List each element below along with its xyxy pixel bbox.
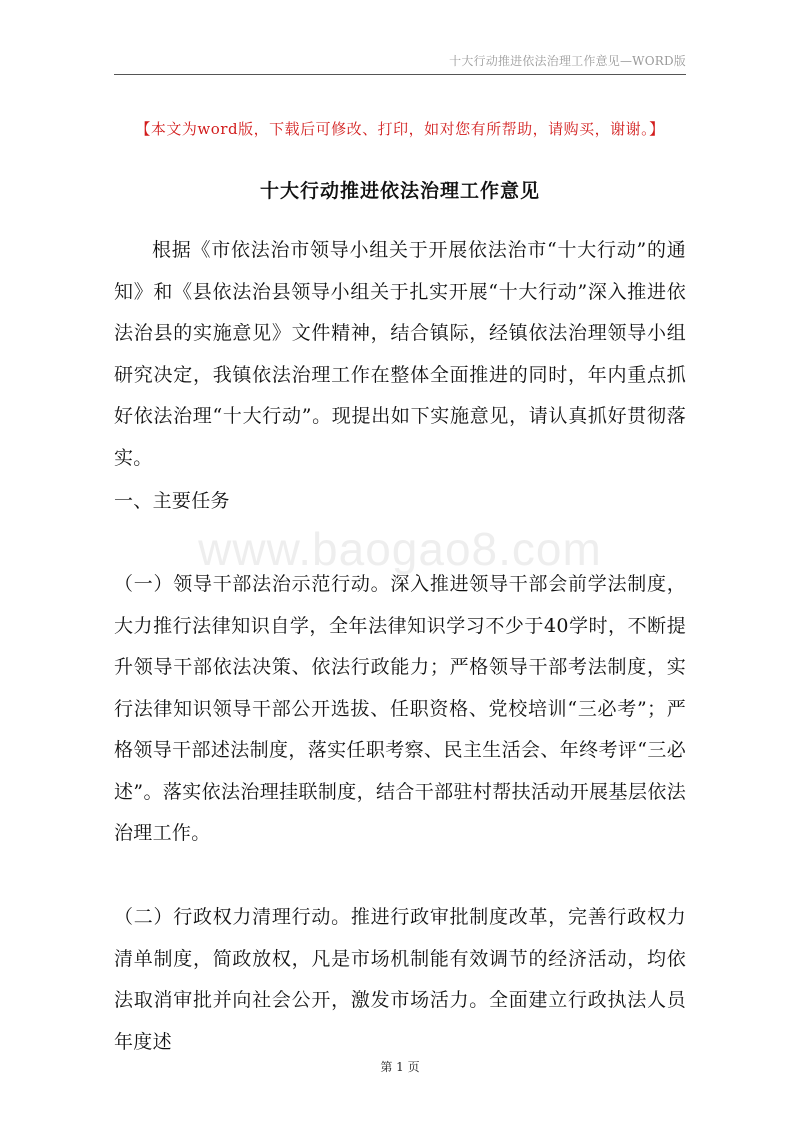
task-item-1-paragraph: （一）领导干部法治示范行动。深入推进领导干部会前学法制度，大力推行法律知识自学，全年法律知识学习不少于40学时，不断提升领导干部依法决策、依法行政能力；严格领导干部考法制度，实行法律知识领导干部公开选拔、任职资格、党校培训“三必考”；严格领导干部述法制度，落实任职考察、民主生活会、年终考评“三必述”。落实依法治理挂联制度，结合干部驻村帮扶活动开展基层依法治理工作。 — [114, 573, 686, 844]
page-number: 第 1 页 — [380, 1060, 420, 1074]
header-divider — [114, 74, 686, 75]
task-item-2-paragraph: （二）行政权力清理行动。推进行政审批制度改革，完善行政权力清单制度，简政放权，凡是市场机制能有效调节的经济活动，均依法取消审批并向社会公开，激发市场活力。全面建立行政执法人员年度述 — [114, 906, 686, 1053]
running-header: 十大行动推进依法治理工作意见—WORD版 — [449, 54, 686, 68]
document-title: 十大行动推进依法治理工作意见 — [259, 180, 540, 202]
watermark-text: www.baogao8.com — [198, 523, 602, 575]
purchase-notice: 【本文为word版，下载后可修改、打印，如对您有所帮助，请购买，谢谢。】 — [135, 120, 665, 138]
intro-paragraph: 根据《市依法治市领导小组关于开展依法治市“十大行动”的通知》和《县依法治县领导小组关于扎实开展“十大行动”深入推进依法治县的实施意见》文件精神，结合镇际，经镇依法治理领导小组研究决定，我镇依法治理工作在整体全面推进的同时，年内重点抓好依法治理“十大行动”。现提出如下实施意见，请认真抓好贯彻落实。 — [114, 239, 686, 469]
section-heading-main-tasks: 一、主要任务 — [114, 490, 230, 512]
